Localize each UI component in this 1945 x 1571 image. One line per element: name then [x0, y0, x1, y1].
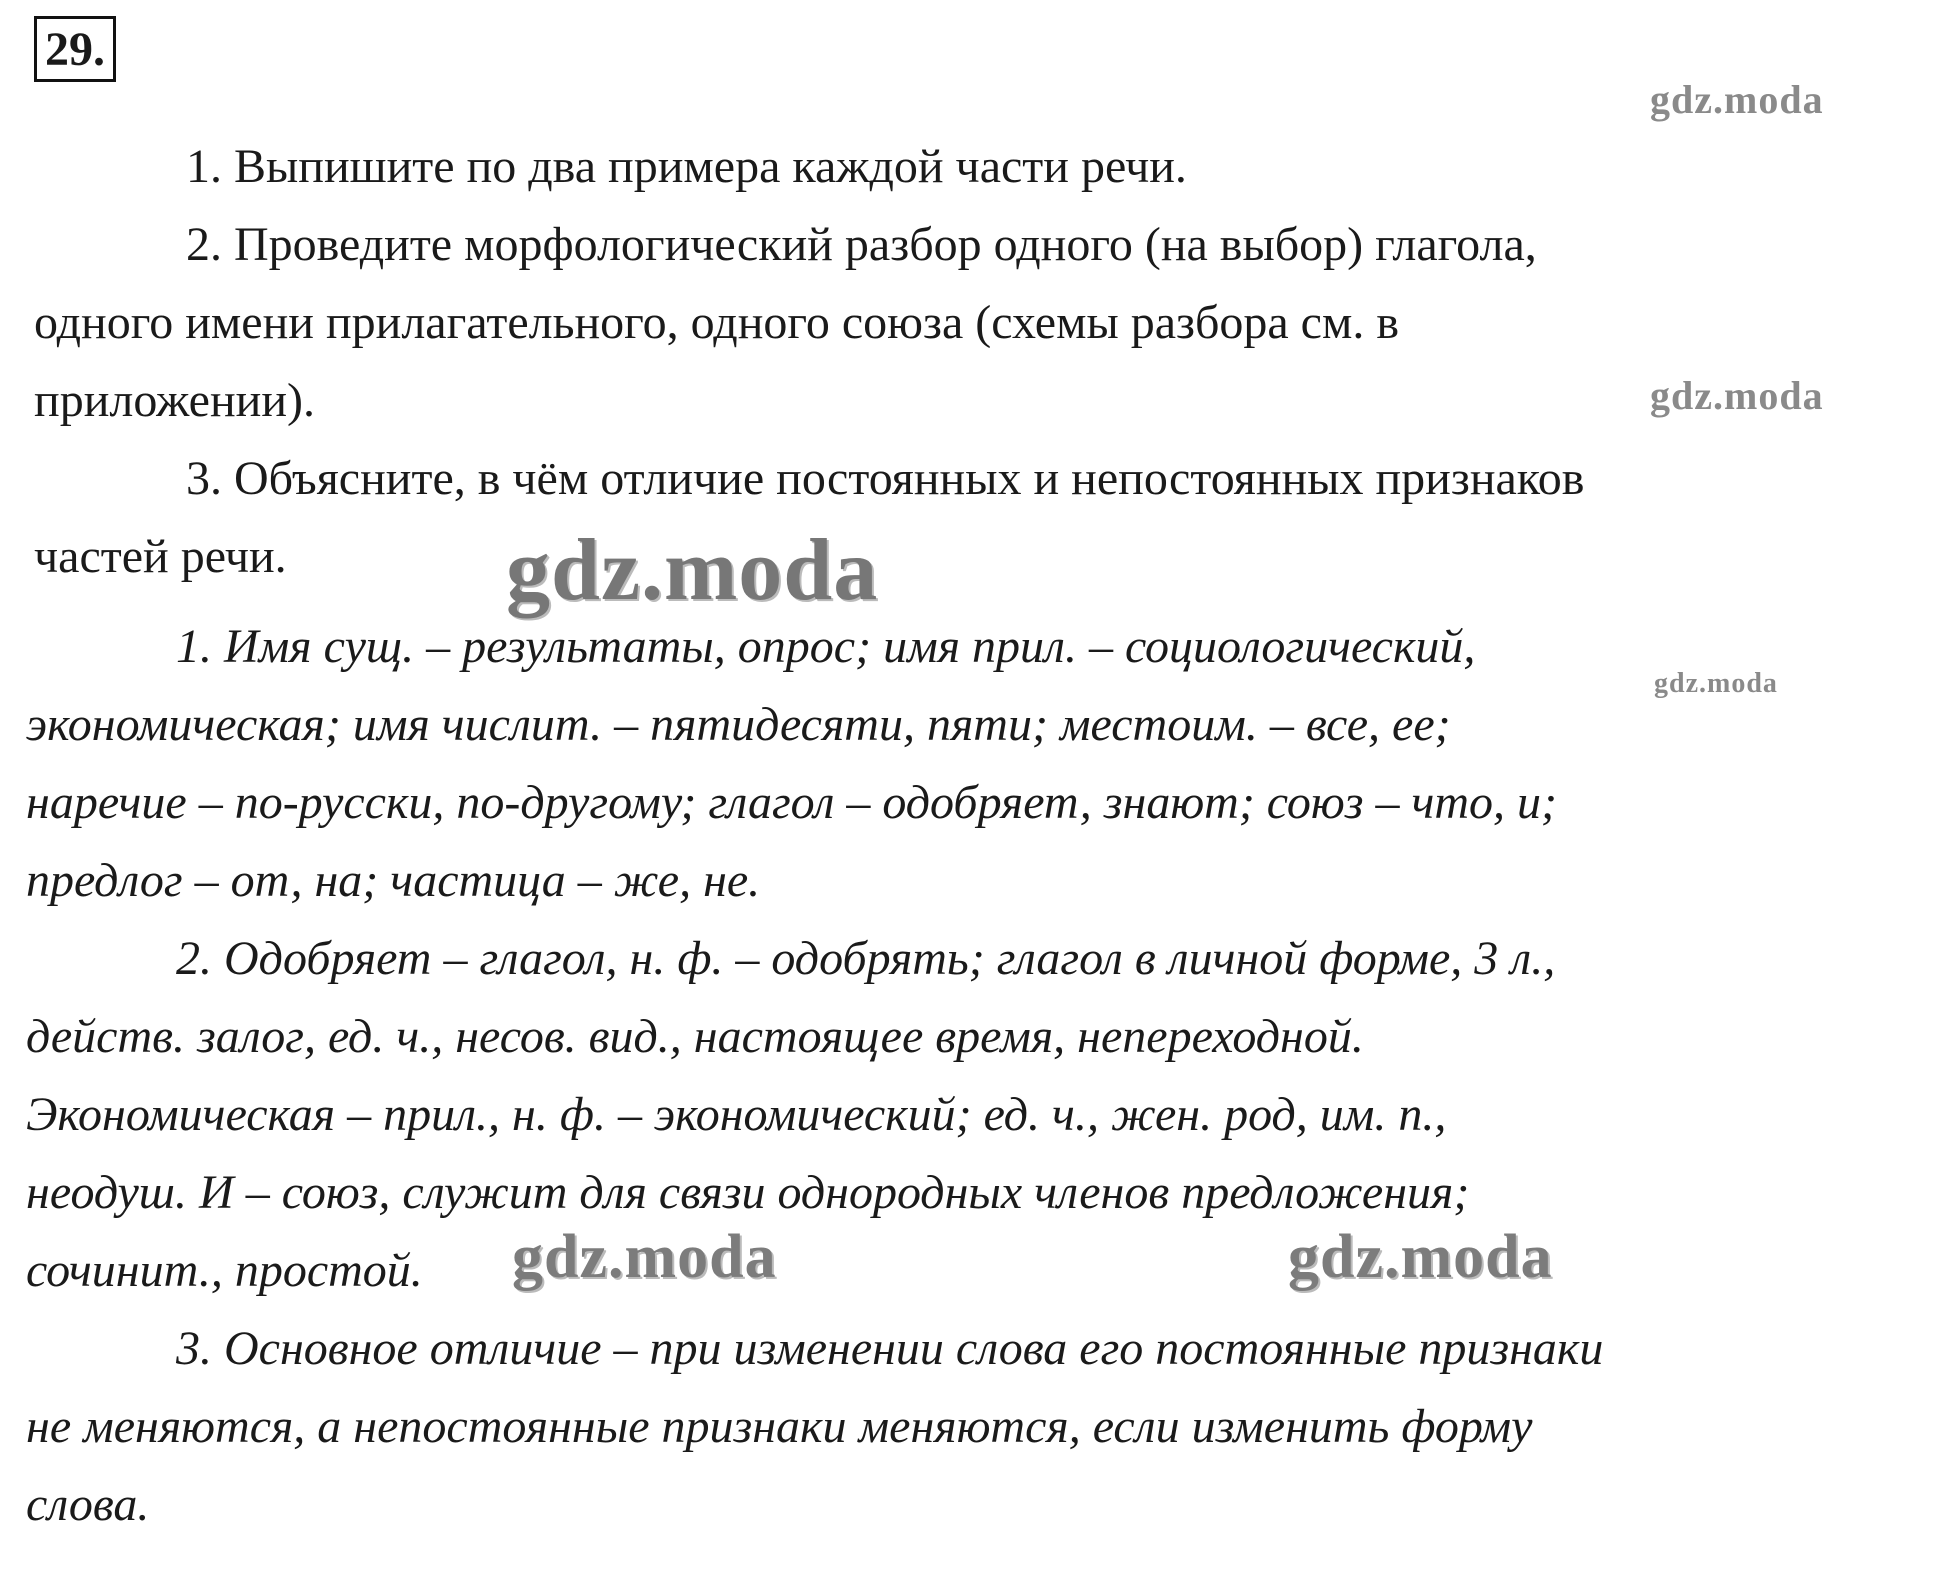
- answer-line: предлог – от, на; частица – же, не.: [26, 854, 761, 907]
- exercise-number: 29.: [34, 16, 116, 82]
- watermark-bottom-right: gdz.moda: [1288, 1223, 1553, 1291]
- watermark-large: gdz.moda: [506, 522, 879, 619]
- answer-line: 3. Основное отличие – при изменении слова его постоянные признаки: [176, 1322, 1604, 1375]
- watermark-top: gdz.moda: [1650, 77, 1824, 122]
- task-line: 2. Проведите морфологический разбор одного (на выбор) глагола,: [186, 218, 1537, 271]
- answer-line: не меняются, а непостоянные признаки меняются, если изменить форму: [26, 1400, 1533, 1453]
- task-line: приложении).: [34, 374, 316, 427]
- task-line: одного имени прилагательного, одного союза (схемы разбора см. в: [34, 296, 1400, 349]
- answer-line: экономическая; имя числит. – пятидесяти, пяти; местоим. – все, ее;: [26, 698, 1451, 751]
- answer-line: сочинит., простой.: [26, 1244, 423, 1297]
- answer-line: 2. Одобряет – глагол, н. ф. – одобрять; глагол в личной форме, 3 л.,: [176, 932, 1556, 985]
- task-text: [0, 128, 1945, 596]
- watermark-bottom-left: gdz.moda: [512, 1223, 777, 1291]
- task-line: 3. Объясните, в чём отличие постоянных и непостоянных признаков: [186, 452, 1585, 505]
- watermark-small: gdz.moda: [1654, 668, 1778, 699]
- watermark-right: gdz.moda: [1650, 373, 1824, 418]
- task-line: частей речи.: [34, 530, 287, 583]
- answer-line: наречие – по-русски, по-другому; глагол – одобряет, знают; союз – что, и;: [26, 776, 1558, 829]
- answer-line: Экономическая – прил., н. ф. – экономический; ед. ч., жен. род, им. п.,: [26, 1088, 1447, 1141]
- answer-text: [0, 608, 1945, 1544]
- answer-line: 1. Имя сущ. – результаты, опрос; имя прил. – социологический,: [176, 620, 1476, 673]
- answer-line: действ. залог, ед. ч., несов. вид., настоящее время, непереходной.: [26, 1010, 1364, 1063]
- answer-line: слова.: [26, 1478, 150, 1531]
- task-line: 1. Выпишите по два примера каждой части речи.: [186, 140, 1187, 193]
- answer-line: неодуш. И – союз, служит для связи однородных членов предложения;: [26, 1166, 1470, 1219]
